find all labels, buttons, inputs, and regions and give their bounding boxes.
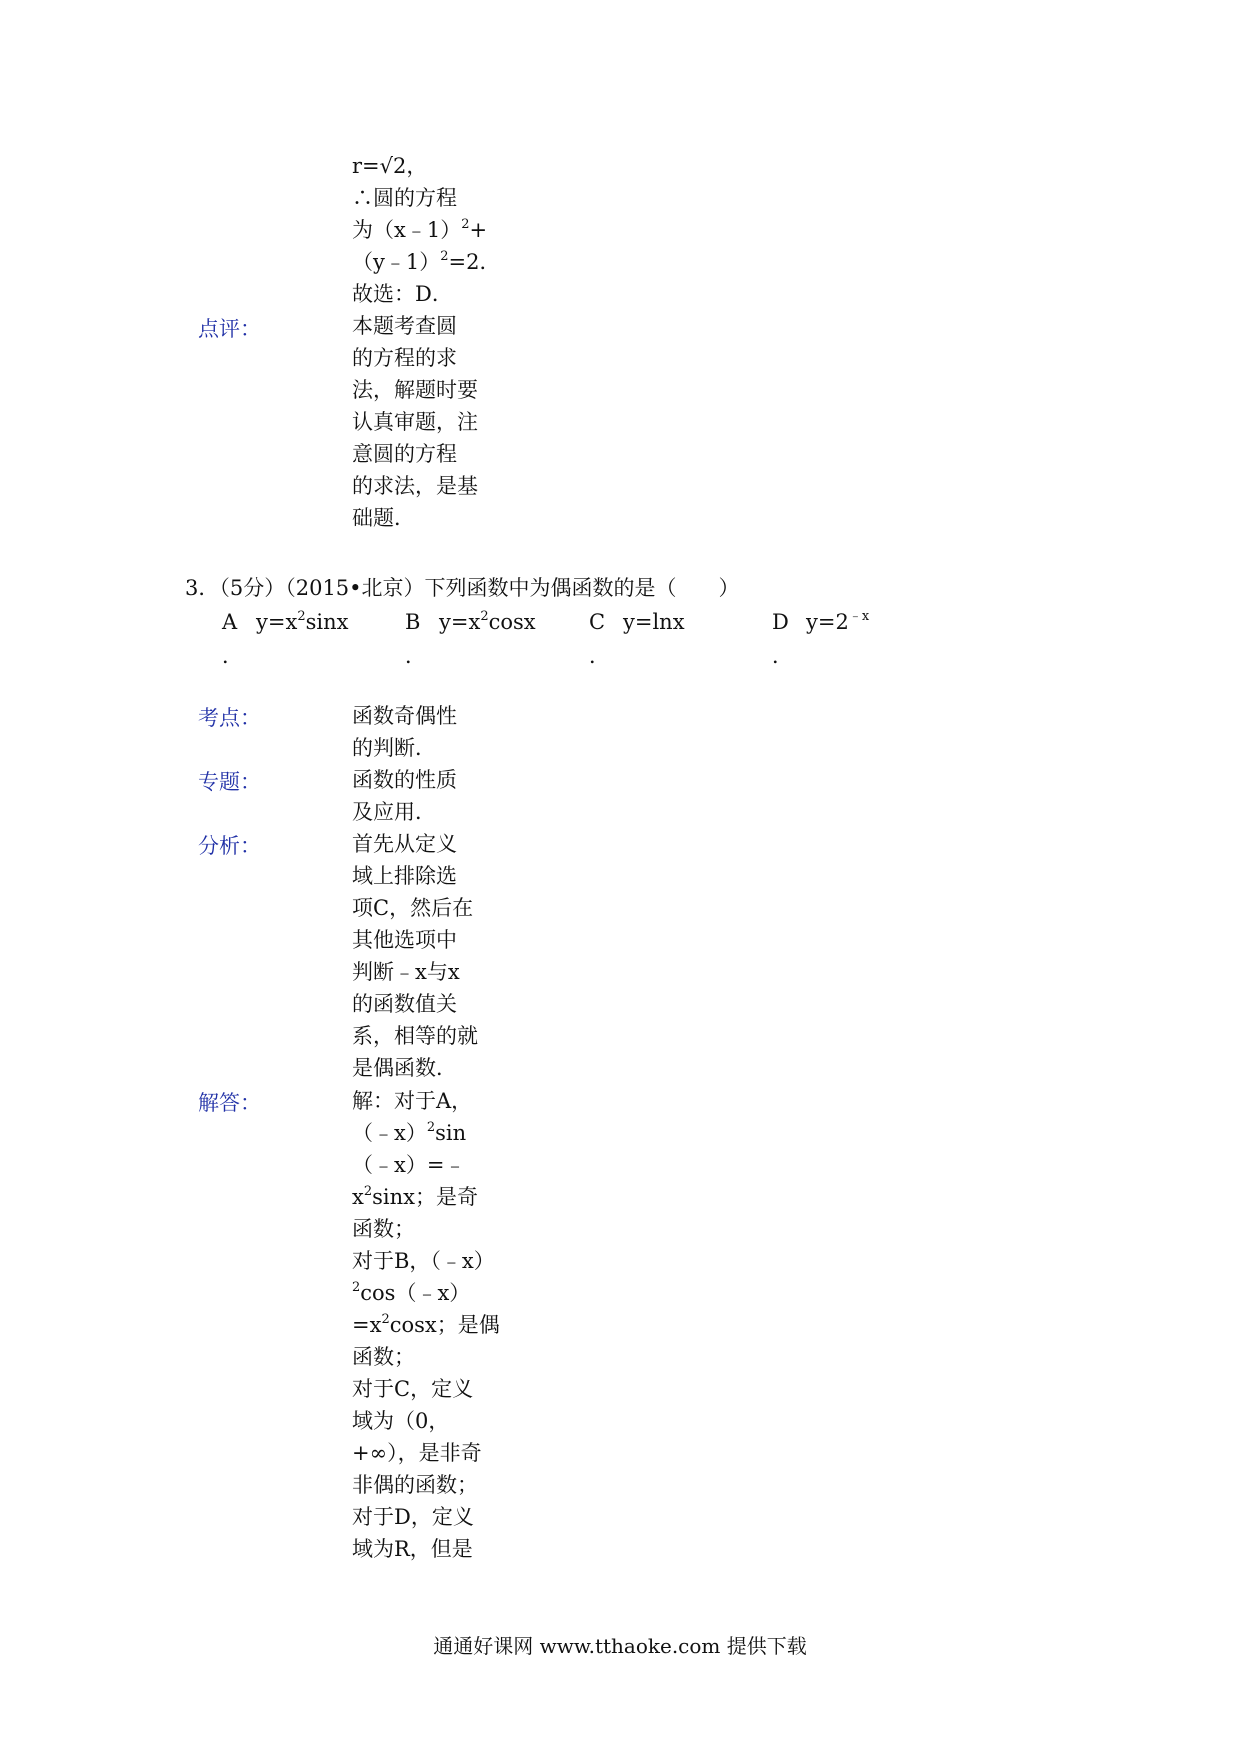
question-stem: 3．（5分）（2015•北京）下列函数中为偶函数的是（ ）: [185, 576, 740, 600]
jieda-line: 域为（0，: [352, 1409, 450, 1433]
review-line: 本题考查圆: [352, 314, 457, 338]
kaodian-line: 函数奇偶性: [352, 704, 457, 728]
solution-line: 故选：D．: [352, 282, 453, 306]
review-line: 意圆的方程: [352, 442, 457, 466]
kaodian-line: 的判断．: [352, 736, 436, 760]
jieda-label: 解答：: [198, 1091, 261, 1115]
option-text: $y=x^2\sin x$: [256, 609, 349, 634]
jieda-line: $^2$cos（﹣x）: [352, 1280, 471, 1305]
jieda-line: 对于C，定义: [352, 1377, 474, 1401]
option-text: $y=2^{﹣x}$: [806, 609, 870, 634]
jieda-line: 解：对于A，: [352, 1089, 473, 1113]
fenxi-line: 域上排除选: [352, 864, 457, 888]
fenxi-line: 是偶函数．: [352, 1056, 457, 1080]
zhuanti-label: 专题：: [198, 770, 261, 794]
jieda-line: 非偶的函数；: [352, 1473, 478, 1497]
jieda-line: +∞），是非奇: [352, 1441, 482, 1465]
jieda-line: $x^2\sin x$；是奇: [352, 1184, 478, 1209]
fenxi-line: 其他选项中: [352, 928, 457, 952]
zhuanti-line: 函数的性质: [352, 768, 457, 792]
review-line: 的求法，是基: [352, 474, 478, 498]
jieda-line: （﹣x）$^2$sin: [352, 1120, 467, 1145]
review-line: 法，解题时要: [352, 378, 478, 402]
option-letter: B: [405, 610, 421, 634]
solution-line: （y﹣1）$^2$=2．: [352, 249, 501, 274]
jieda-line: $=x^2\cos x$；是偶: [352, 1312, 500, 1337]
solution-line: 为（x﹣1）$^2$+: [352, 217, 488, 242]
option-dot: ．: [222, 644, 243, 668]
review-line: 认真审题，注: [352, 410, 478, 434]
solution-line: ∴圆的方程: [352, 186, 457, 210]
review-label: 点评：: [198, 317, 261, 341]
solution-line: r=√2，: [352, 154, 428, 178]
fenxi-line: 的函数值关: [352, 992, 457, 1016]
option-dot: ．: [405, 644, 426, 668]
review-line: 的方程的求: [352, 346, 457, 370]
fenxi-line: 判断﹣x与x: [352, 960, 460, 984]
zhuanti-line: 及应用．: [352, 800, 436, 824]
jieda-line: （﹣x）=﹣: [352, 1153, 466, 1177]
option-text: $y=x^2\cos x$: [439, 609, 536, 634]
option-letter: A: [222, 610, 238, 634]
fenxi-line: 首先从定义: [352, 832, 457, 856]
jieda-line: 域为R，但是: [352, 1537, 473, 1561]
fenxi-line: 系，相等的就: [352, 1024, 478, 1048]
jieda-line: 函数；: [352, 1217, 415, 1241]
option-letter: D: [772, 610, 789, 634]
kaodian-label: 考点：: [198, 706, 261, 730]
fenxi-label: 分析：: [198, 834, 261, 858]
option-dot: ．: [589, 644, 610, 668]
option-text: y=lnx: [623, 610, 685, 634]
review-line: 础题．: [352, 506, 415, 530]
jieda-line: 函数；: [352, 1345, 415, 1369]
option-dot: ．: [772, 644, 793, 668]
option-letter: C: [589, 610, 606, 634]
fenxi-line: 项C，然后在: [352, 896, 474, 920]
jieda-line: 对于B，（﹣x）: [352, 1249, 495, 1273]
page-footer: 通通好课网 www.tthaoke.com 提供下载: [433, 1634, 807, 1658]
jieda-line: 对于D，定义: [352, 1505, 474, 1529]
